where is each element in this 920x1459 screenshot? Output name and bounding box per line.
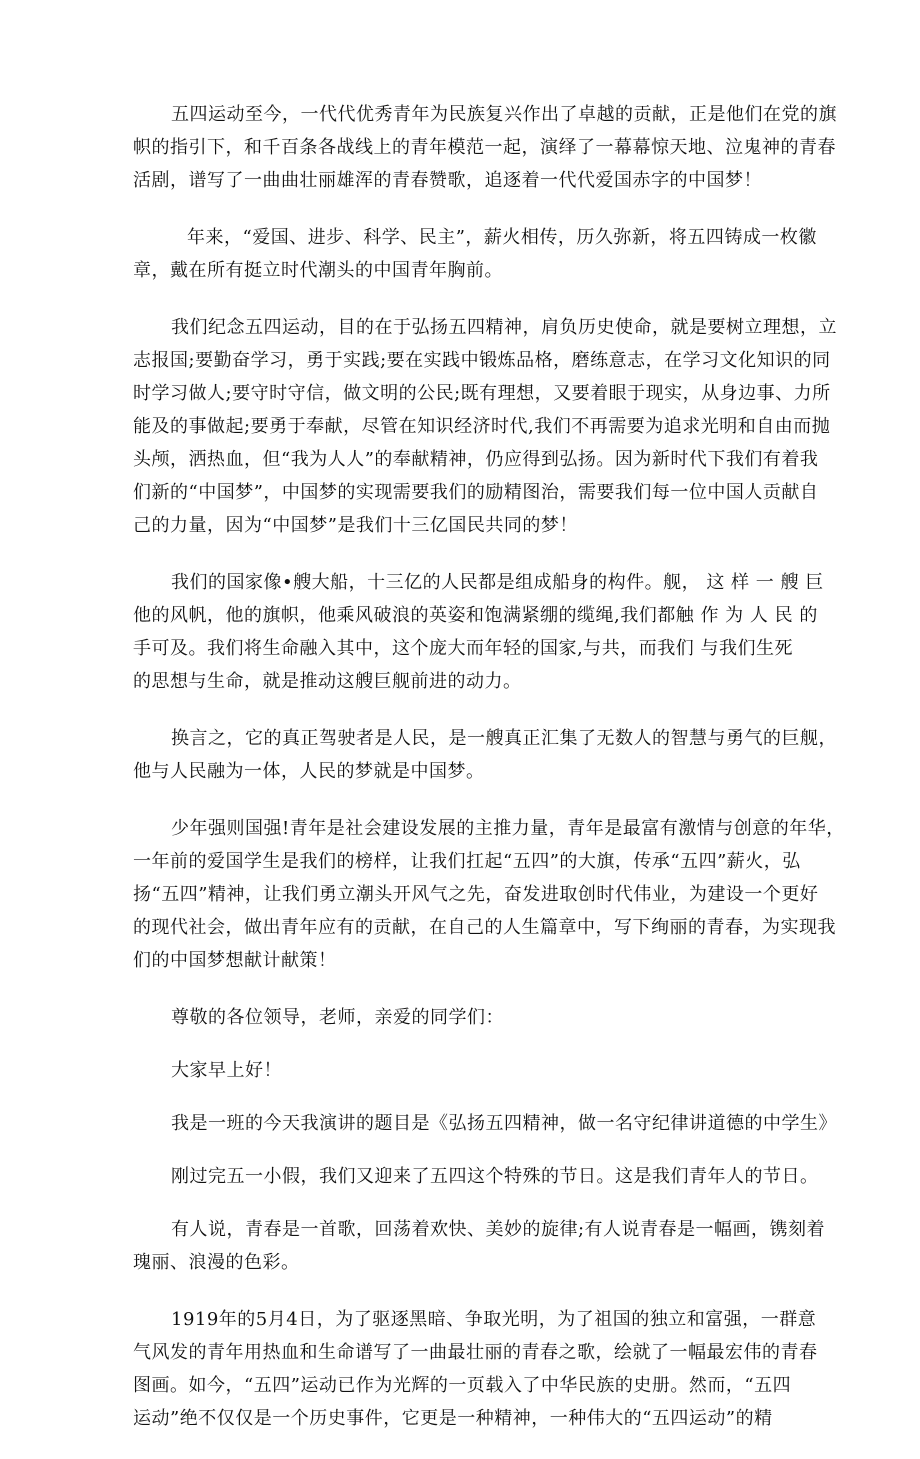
text-line: 章，戴在所有挺立时代潮头的中国青年胸前。 [133, 260, 503, 281]
text-line: 有人说，青春是一首歌，回荡着欢快、美妙的旋律;有人说青春是一幅画，镌刻着 [171, 1219, 826, 1240]
text-line: 图画。如今，“五四”运动已作为光辉的一页载入了中华民族的史册。然而，“五四 [133, 1375, 792, 1396]
text-line: 少年强则国强!青年是社会建设发展的主推力量，青年是最富有激情与创意的年华， [171, 818, 845, 839]
salutation [133, 1001, 795, 1034]
text-line: 他的风帆，他的旗帜，他乘风破浪的英姿和饱满紧绷的缆绳,我们都触 作 为 人 民 的 [133, 605, 818, 626]
paragraph-youth [133, 1213, 826, 1279]
text-line: 己的力量，因为“中国梦”是我们十三亿国民共同的梦！ [133, 515, 578, 536]
greeting [133, 1054, 795, 1087]
text-line: 们新的“中国梦”，中国梦的实现需要我们的励精图治，需要我们每一位中国人贡献自 [133, 482, 819, 503]
text-line: 一年前的爱国学生是我们的榜样，让我们扛起“五四”的大旗，传承“五四”薪火，弘 [133, 851, 801, 872]
speech-title-line [133, 1107, 837, 1140]
text-line: 他与人民融为一体，人民的梦就是中国梦。 [133, 761, 485, 782]
text-line: 的现代社会，做出青年应有的贡献，在自己的人生篇章中，写下绚丽的青春，为实现我 [133, 917, 836, 938]
paragraph-holiday [133, 1160, 819, 1193]
paragraph-6 [133, 812, 845, 977]
text-line: 1919年的5月4日，为了驱逐黑暗、争取光明，为了祖国的独立和富强，一群意 [171, 1309, 817, 1330]
text-line: 我是一班的今天我演讲的题目是《弘扬五四精神，做一名守纪律讲道德的中学生》 [171, 1113, 837, 1134]
text-line: 头颅，洒热血，但“我为人人”的奉献精神，仍应得到弘扬。因为新时代下我们有着我 [133, 449, 819, 470]
text-line: 换言之，它的真正驾驶者是人民，是一艘真正汇集了无数人的智慧与勇气的巨舰， [171, 728, 837, 749]
text-line: 能及的事做起;要勇于奉献，尽管在知识经济时代,我们不再需要为追求光明和自由而抛 [133, 416, 831, 437]
paragraph-1 [133, 98, 837, 197]
text-line: 运动”绝不仅仅是一个历史事件，它更是一种精神，一种伟大的“五四运动”的精 [133, 1408, 773, 1429]
text-line: 我们的国家像•艘大船，十三亿的人民都是组成船身的构件。舰， 这 样 一 艘 巨 [171, 572, 824, 593]
text-line: 刚过完五一小假，我们又迎来了五四这个特殊的节日。这是我们青年人的节日。 [171, 1166, 819, 1187]
text-line: 们的中国梦想献计献策！ [133, 950, 337, 971]
document-body [133, 98, 845, 1459]
text-line: 五四运动至今，一代代优秀青年为民族复兴作出了卓越的贡献，正是他们在党的旗 [171, 104, 837, 125]
text-line: 我们纪念五四运动，目的在于弘扬五四精神，肩负历史使命，就是要树立理想，立 [171, 317, 837, 338]
text-line: 手可及。我们将生命融入其中，这个庞大而年轻的国家,与共，而我们 与我们生死 [133, 638, 793, 659]
text-line: 扬“五四”精神，让我们勇立潮头开风气之先，奋发进取创时代伟业，为建设一个更好 [133, 884, 819, 905]
paragraph-history [133, 1303, 818, 1435]
text-line: 大家早上好！ [171, 1060, 282, 1081]
paragraph-2 [133, 221, 817, 287]
paragraph-4 [133, 566, 824, 698]
text-line: 时学习做人;要守时守信，做文明的公民;既有理想，又要着眼于现实，从身边事、力所 [133, 383, 831, 404]
text-line: 的思想与生命，就是推动这艘巨舰前进的动力。 [133, 671, 522, 692]
text-line: 志报国;要勤奋学习，勇于实践;要在实践中锻炼品格，磨练意志，在学习文化知识的同 [133, 350, 831, 371]
text-line: 尊敬的各位领导，老师，亲爱的同学们： [171, 1007, 504, 1028]
text-line: 瑰丽、浪漫的色彩。 [133, 1252, 300, 1273]
text-line: 气风发的青年用热血和生命谱写了一曲最壮丽的青春之歌，绘就了一幅最宏伟的青春 [133, 1342, 818, 1363]
text-line: 帜的指引下，和千百条各战线上的青年模范一起，演绎了一幕幕惊天地、泣鬼神的青春 [133, 137, 836, 158]
paragraph-5 [133, 722, 837, 788]
text-line: 年来，“爱国、进步、科学、民主”，薪火相传，历久弥新，将五四铸成一枚徽 [187, 227, 817, 248]
text-line: 活剧，谱写了一曲曲壮丽雄浑的青春赞歌，追逐着一代代爱国赤字的中国梦！ [133, 170, 762, 191]
paragraph-3 [133, 311, 837, 542]
